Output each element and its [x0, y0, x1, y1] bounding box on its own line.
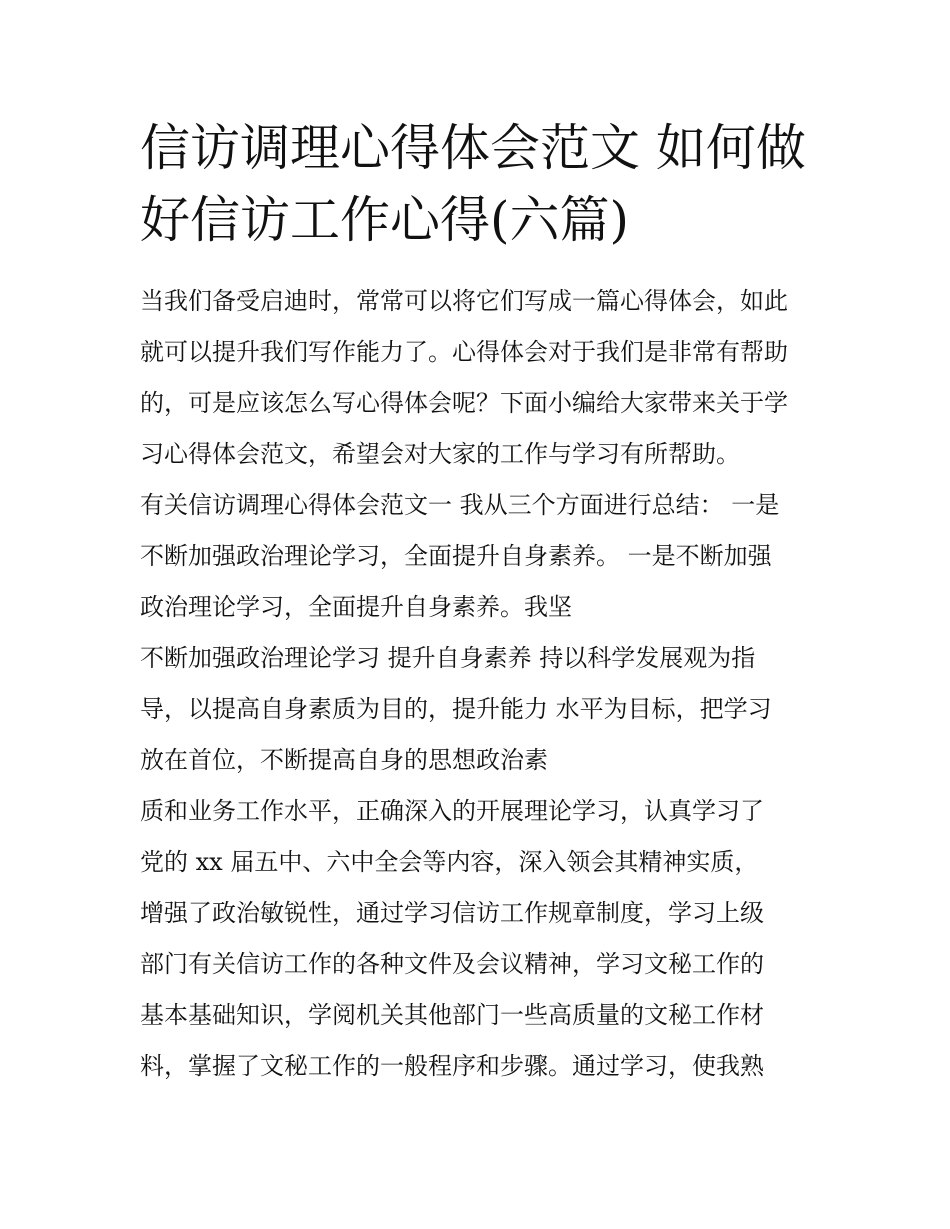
body-line: 党的 xx 届五中、六中全会等内容，深入领会其精神实质， [140, 848, 759, 876]
body-line: 放在首位，不断提高自身的思想政治素 [140, 746, 548, 774]
body-line: 习心得体会范文，希望会对大家的工作与学习有所帮助。 [140, 440, 740, 468]
body-line: 有关信访调理心得体会范文一 我从三个方面进行总结： 一是 [140, 491, 780, 519]
body-line: 导，以提高自身素质为目的，提升能力 水平为目标，把学习 [140, 695, 772, 723]
title-line: 信访调理心得体会范文 如何做 [140, 119, 806, 177]
body-line: 的，可是应该怎么写心得体会呢？下面小编给大家带来关于学 [140, 389, 788, 417]
body-line: 不断加强政治理论学习 提升自身素养 持以科学发展观为指 [140, 644, 756, 672]
title-line: 好信访工作心得(六篇) [140, 191, 630, 249]
body-line: 增强了政治敏锐性，通过学习信访工作规章制度，学习上级 [140, 899, 764, 927]
body-line: 不断加强政治理论学习，全面提升自身素养。 一是不断加强 [140, 542, 772, 570]
body-line: 部门有关信访工作的各种文件及会议精神，学习文秘工作的 [140, 950, 764, 978]
document-body [140, 279, 830, 1095]
body-line: 料，掌握了文秘工作的一般程序和步骤。通过学习，使我熟 [140, 1052, 764, 1080]
body-line: 政治理论学习，全面提升自身素养。我坚 [140, 593, 572, 621]
body-line: 基本基础知识，学阅机关其他部门一些高质量的文秘工作材 [140, 1001, 764, 1029]
body-line: 就可以提升我们写作能力了。心得体会对于我们是非常有帮助 [140, 338, 788, 366]
body-line: 质和业务工作水平，正确深入的开展理论学习，认真学习了 [140, 797, 764, 825]
document-title [140, 112, 830, 256]
body-line: 当我们备受启迪时，常常可以将它们写成一篇心得体会，如此 [140, 287, 788, 315]
